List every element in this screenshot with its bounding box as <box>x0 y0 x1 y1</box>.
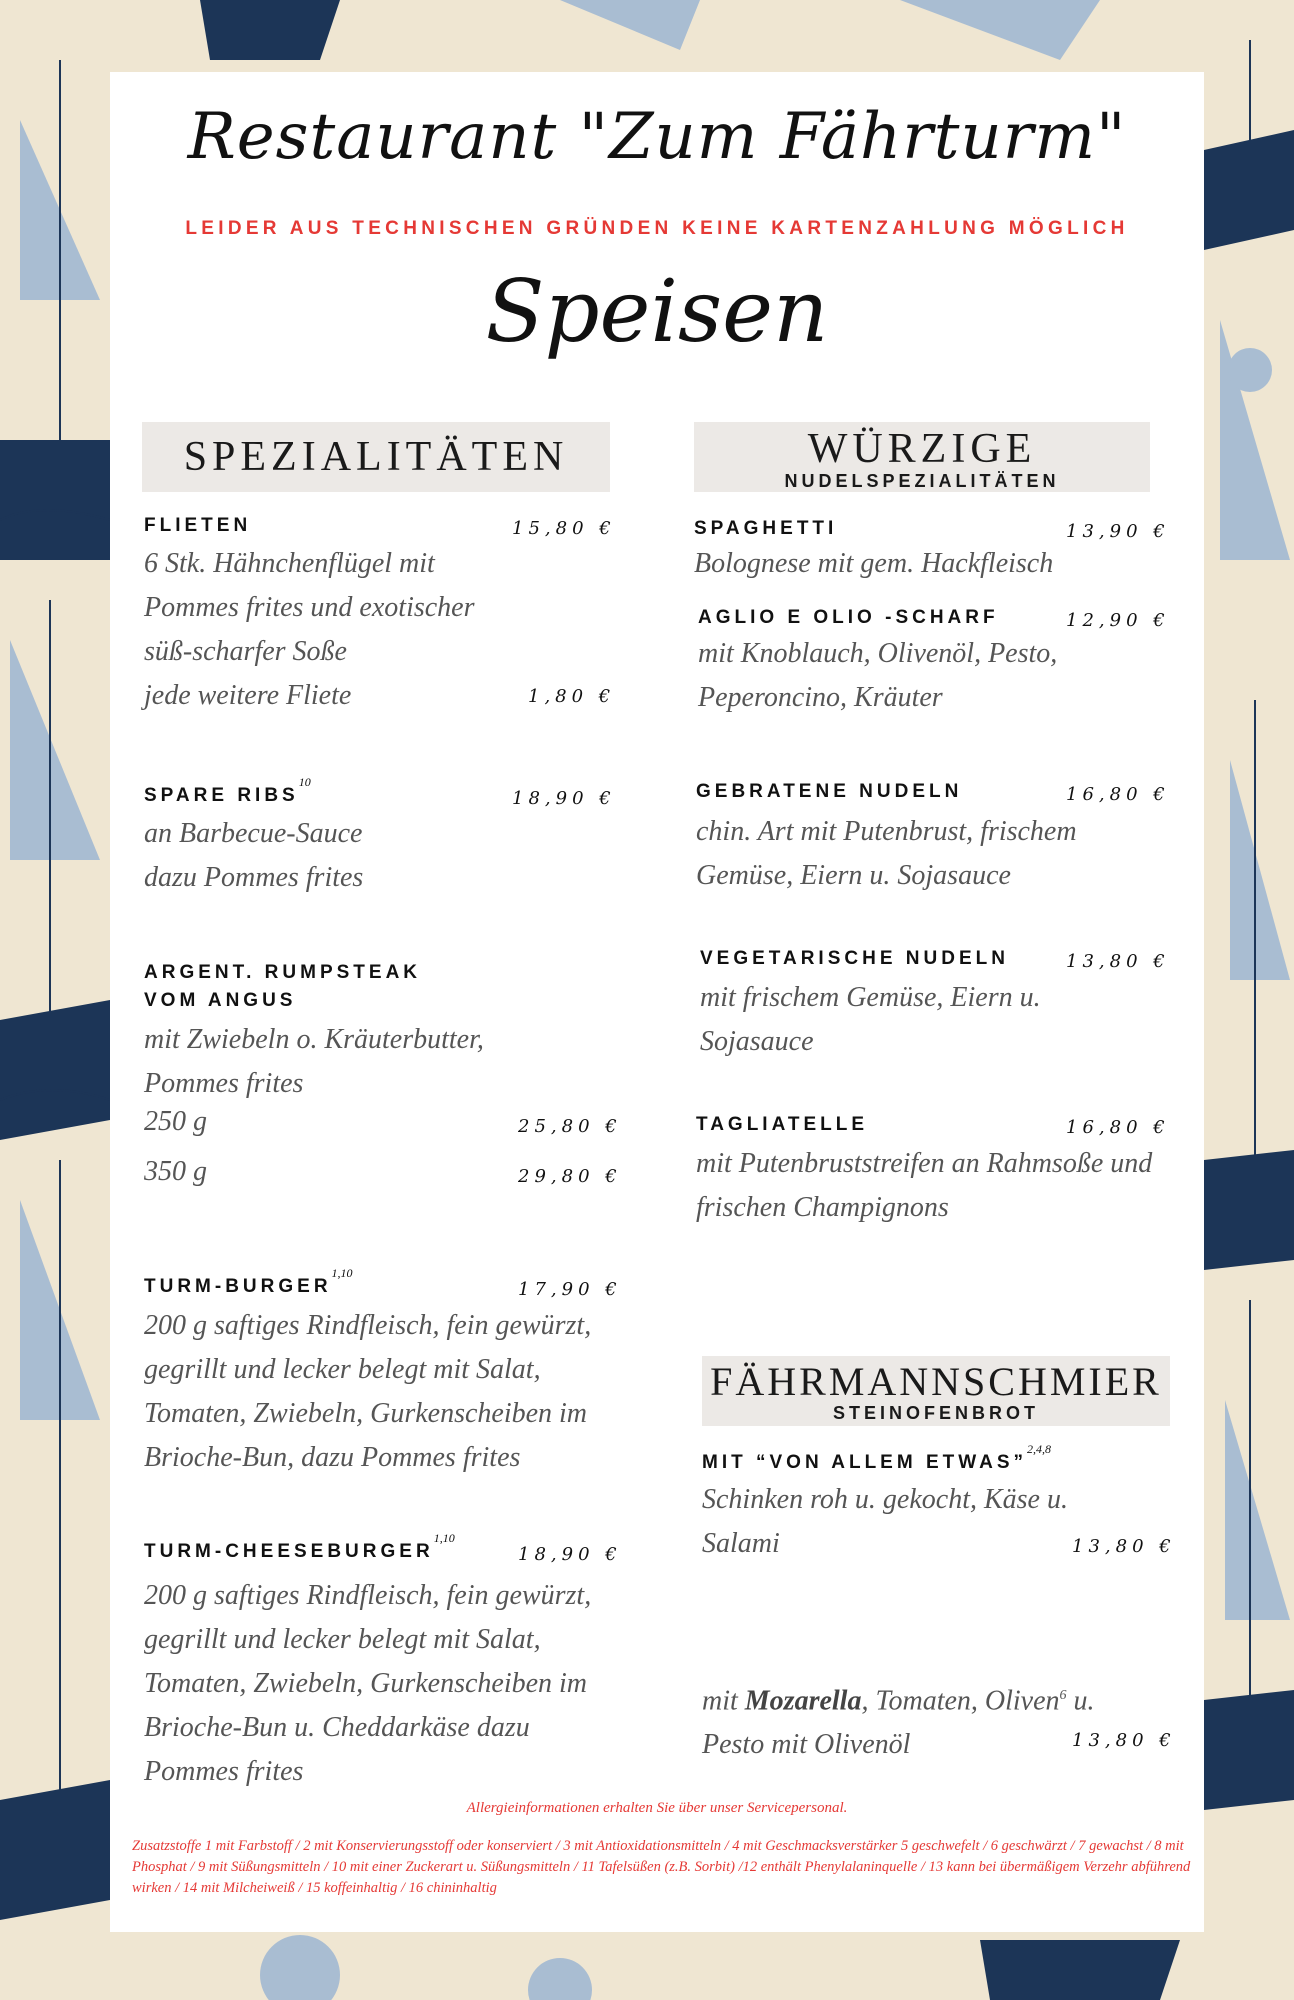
section-header-nudeln <box>694 422 1150 492</box>
additive-sup: 1,10 <box>433 1531 455 1545</box>
section-subtitle: NUDELSPEZIALITÄTEN <box>784 471 1060 491</box>
menu-card <box>110 72 1204 1932</box>
item-price-tagliatelle: 16,80 € <box>1066 1117 1170 1138</box>
additive-sup: 10 <box>298 775 311 789</box>
item-price-mozarella: 13,80 € <box>1072 1730 1176 1751</box>
allergy-info: Allergieinformationen erhalten Sie über unser Servicepersonal. <box>466 1800 848 1816</box>
item-name-vegetarische-nudeln: VEGETARISCHE NUDELN <box>700 948 1009 969</box>
item-size-350: 350 g <box>144 1156 207 1187</box>
item-price-spare-ribs: 18,90 € <box>512 788 616 809</box>
restaurant-title: Restaurant "Zum Fährturm" <box>187 100 1127 174</box>
item-name-spare-ribs: SPARE RIBS$^{10}$ <box>144 775 311 806</box>
item-price-vegetarische-nudeln: 13,80 € <box>1066 951 1170 972</box>
section-title: WÜRZIGE <box>807 426 1037 472</box>
section-title: FÄHRMANNSCHMIER <box>710 1359 1162 1404</box>
item-desc-spare-ribs: an Barbecue-Sauce dazu Pommes frites <box>144 818 364 893</box>
item-desc-vegetarische-nudeln: mit frischem Gemüse, Eiern u. Sojasauce <box>700 982 1041 1057</box>
item-price-aglio-olio: 12,90 € <box>1066 610 1170 631</box>
payment-notice: LEIDER AUS TECHNISCHEN GRÜNDEN KEINE KARTENZAHLUNG MÖGLICH <box>185 218 1129 239</box>
item-desc-turm-cheeseburger: 200 g saftiges Rindfleisch, fein gewürzt, gegrillt und lecker belegt mit Salat, Tomaten, Zwiebeln, Gurkenscheiben im Brioche-Bun u. Cheddarkäse dazu Pommes frites <box>144 1580 592 1787</box>
section-title: SPEZIALITÄTEN <box>183 434 569 480</box>
item-name-aglio-olio: AGLIO E OLIO -SCHARF <box>698 607 999 628</box>
additive-sup: 2,4,8 <box>1027 1442 1052 1456</box>
item-desc-flieten: 6 Stk. Hähnchenflügel mit Pommes frites und exotischer süß-scharfer Soße <box>144 548 475 667</box>
item-desc-mozarella: mit Mozarella, Tomaten, Oliven$^6$ u. Pesto mit Olivenöl <box>702 1685 1095 1761</box>
item-name-rumpsteak-1: ARGENT. RUMPSTEAK <box>144 962 422 983</box>
item-name-turm-cheeseburger: TURM-CHEESEBURGER$^{1,10}$ <box>144 1531 455 1562</box>
item-size-250: 250 g <box>144 1106 207 1137</box>
item-price-flieten: 15,80 € <box>512 518 616 539</box>
additives-legend: Zusatzstoffe 1 mit Farbstoff / 2 mit Konservierungsstoff oder konserviert / 3 mit Antioxidationsmitteln / 4 mit Geschmacksverstärker 5 geschwefelt / 6 geschwärzt / 7 gewachst / 8 mit Phosphat / 9 mit Süßungsmitteln / 10 mit einer Zuckerart u. Süßungsmitteln / 11 Tafelsüßen (z.B. Sorbit) /12 enthält Phenylalaninquelle / 13 kann bei übermäßigem Verzehr abführend wirken / 14 mit Milcheiweiß / 15 koffeinhaltig / 16 chininhaltig <box>132 1838 1191 1896</box>
item-extra-price-flieten: 1,80 € <box>528 686 616 707</box>
item-name-tagliatelle: TAGLIATELLE <box>696 1114 869 1135</box>
menu-subtitle: Speisen <box>485 262 829 362</box>
item-name-gebratene-nudeln: GEBRATENE NUDELN <box>696 781 963 802</box>
item-extra-flieten: jede weitere Fliete <box>144 680 352 711</box>
section-header-spezialitaeten <box>142 422 610 492</box>
item-desc-rumpsteak: mit Zwiebeln o. Kräuterbutter, Pommes frites <box>144 1024 484 1099</box>
item-desc-turm-burger: 200 g saftiges Rindfleisch, fein gewürzt, gegrillt und lecker belegt mit Salat, Tomaten, Zwiebeln, Gurkenscheiben im Brioche-Bun, dazu Pommes frites <box>144 1310 592 1473</box>
item-price-250: 25,80 € <box>518 1116 622 1137</box>
item-name-flieten: FLIETEN <box>144 515 252 536</box>
item-name-rumpsteak-2: VOM ANGUS <box>144 990 297 1011</box>
item-desc-tagliatelle: mit Putenbruststreifen an Rahmsoße und frischen Champignons <box>696 1148 1153 1223</box>
item-name-von-allem-etwas: MIT “VON ALLEM ETWAS”$^{2,4,8}$ <box>702 1442 1052 1473</box>
section-header-faehrmann <box>702 1356 1170 1426</box>
item-desc-aglio-olio: mit Knoblauch, Olivenöl, Pesto, Peperoncino, Kräuter <box>698 638 1058 713</box>
item-price-turm-cheeseburger: 18,90 € <box>518 1544 622 1565</box>
item-desc-spaghetti: Bolognese mit gem. Hackfleisch <box>694 548 1054 579</box>
item-price-350: 29,80 € <box>518 1166 622 1187</box>
item-desc-gebratene-nudeln: chin. Art mit Putenbrust, frischem Gemüse, Eiern u. Sojasauce <box>696 816 1077 891</box>
item-price-gebratene-nudeln: 16,80 € <box>1066 784 1170 805</box>
item-desc-von-allem-etwas: Schinken roh u. gekocht, Käse u. Salami <box>702 1484 1068 1559</box>
item-price-spaghetti: 13,90 € <box>1066 521 1170 542</box>
item-name-turm-burger: TURM-BURGER$^{1,10}$ <box>144 1266 353 1297</box>
item-name-spaghetti: SPAGHETTI <box>694 518 838 539</box>
additive-sup: 1,10 <box>331 1266 353 1280</box>
section-subtitle: STEINOFENBROT <box>832 1403 1039 1423</box>
item-price-turm-burger: 17,90 € <box>518 1279 622 1300</box>
item-price-von-allem-etwas: 13,80 € <box>1072 1536 1176 1557</box>
